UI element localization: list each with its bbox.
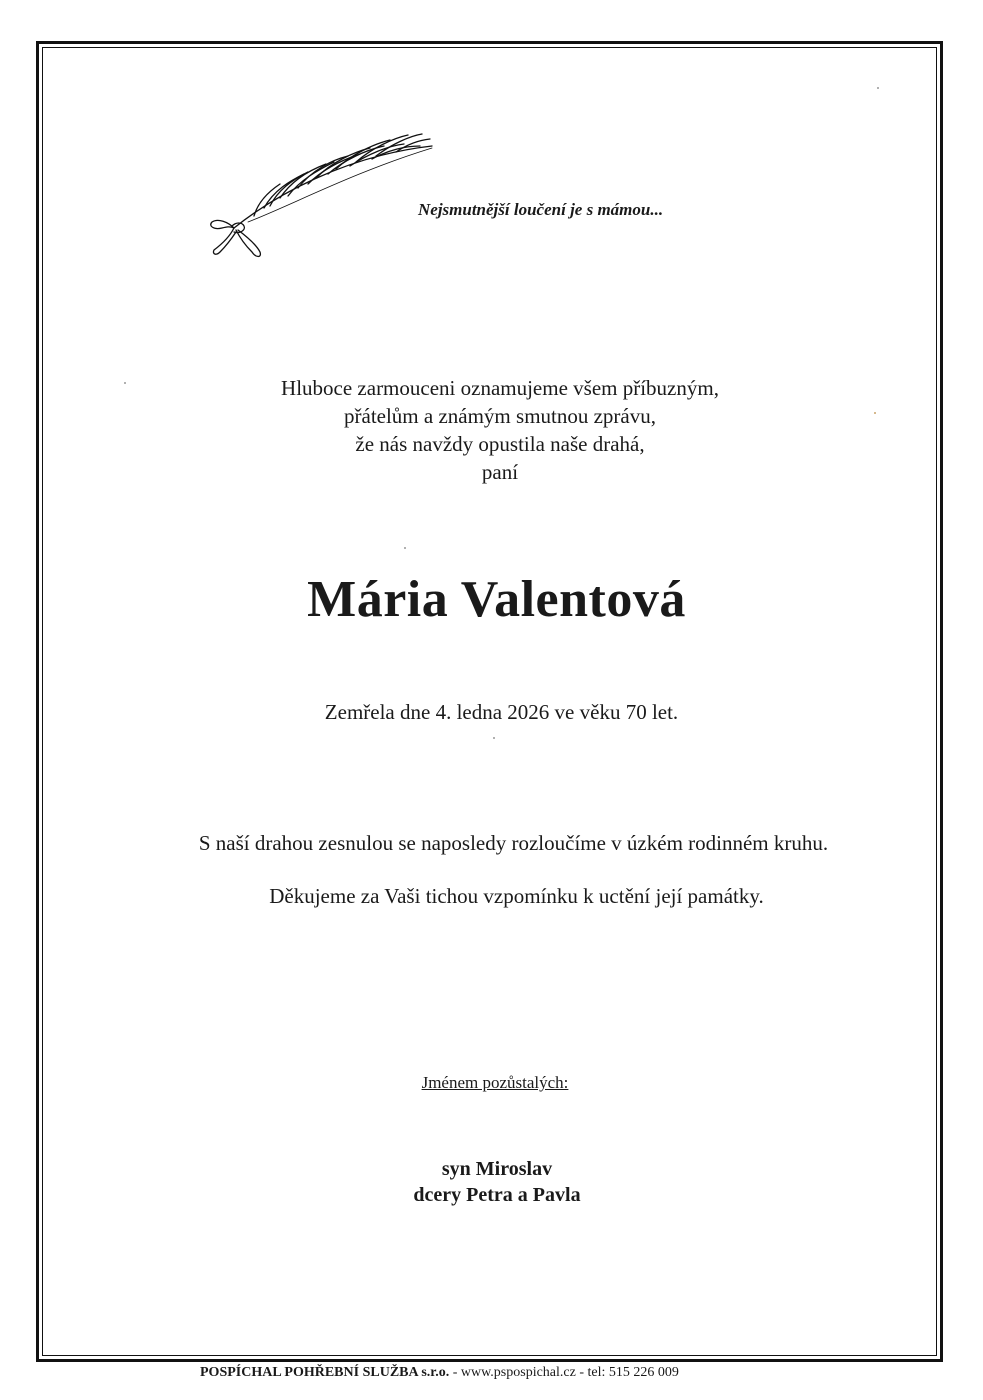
footer-contact: - www.pspospichal.cz - tel: 515 226 009 [449,1365,679,1380]
palm-branch-icon [204,126,438,262]
scan-speck [874,412,876,414]
scan-speck [493,737,495,739]
announcement-line: přátelům a známým smutnou zprávu, [344,404,656,428]
death-date-line: Zemřela dne 4. ledna 2026 ve věku 70 let. [324,700,679,724]
thanks-text: Děkujeme za Vaši tichou vzpomínku k uctění její památky. [269,884,764,908]
announcement [160,374,840,486]
farewell-ceremony-text: S naší drahou zesnulou se naposledy rozloučíme v úzkém rodinném kruhu. [198,831,829,855]
footer-company: POSPÍCHAL POHŘEBNÍ SLUŽBA s.r.o. [200,1365,450,1380]
on-behalf-label: Jménem pozůstalých: [421,1073,569,1092]
motto: Nejsmutnější loučení je s mámou... [418,200,664,219]
scan-speck [124,382,126,384]
announcement-line: Hluboce zarmouceni oznamujeme všem příbuzným, [281,376,719,400]
deceased-name: Mária Valentová [307,571,686,628]
survivors-list [0,1156,983,1208]
survivor-item: dcery Petra a Pavla [413,1184,581,1206]
survivor-item: syn Miroslav [441,1158,553,1180]
scan-speck [877,87,879,89]
announcement-line: že nás navždy opustila naše drahá, [355,432,645,456]
announcement-line: paní [481,460,519,484]
scan-speck [404,547,406,549]
footer [200,1365,679,1381]
